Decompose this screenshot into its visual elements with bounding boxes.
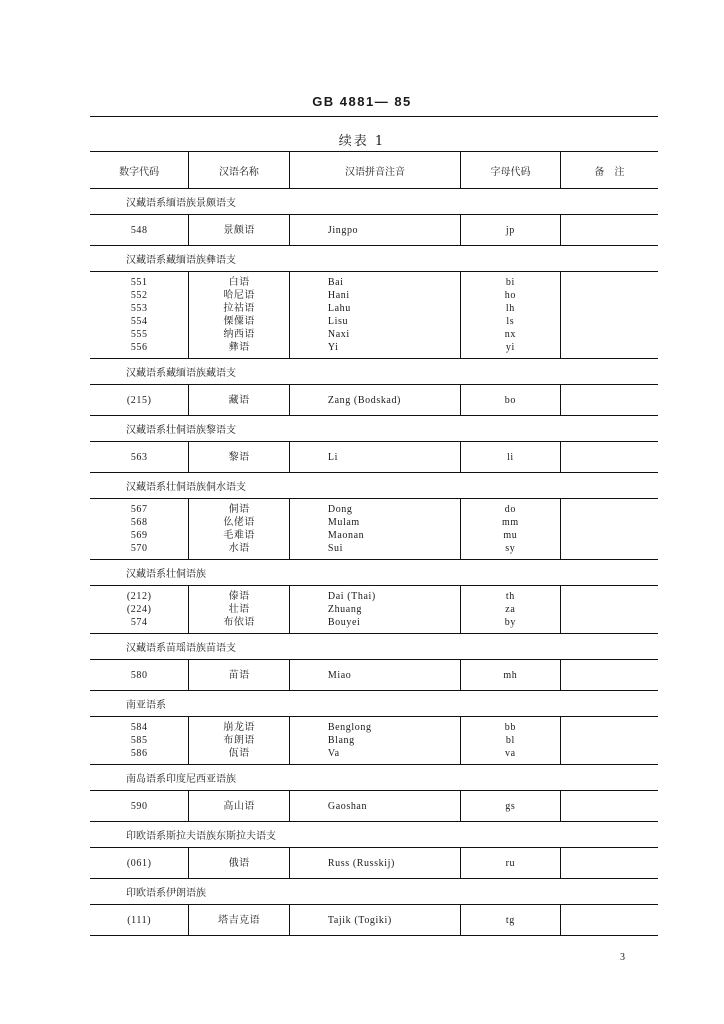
pinyin-name-cell xyxy=(289,848,460,878)
table-header-row xyxy=(90,151,658,189)
chinese-name: 苗语 xyxy=(228,669,250,681)
pinyin-name: Tajik (Togiki) xyxy=(327,914,392,926)
chinese-name: 侗语 xyxy=(228,504,250,515)
language-group-rows xyxy=(90,848,658,879)
language-code-table xyxy=(90,151,658,936)
numeric-code: 551 xyxy=(130,277,148,288)
alpha-code: ho xyxy=(504,290,516,301)
numeric-code-cell xyxy=(90,905,188,935)
numeric-code-cell xyxy=(90,385,188,415)
language-group-label: 汉藏语系缅语族景颇语支 xyxy=(90,189,658,215)
chinese-name: 傣语 xyxy=(228,591,250,602)
numeric-code-cell xyxy=(90,586,188,633)
chinese-name: 布朗语 xyxy=(223,735,255,746)
language-group-rows xyxy=(90,442,658,473)
alpha-code: sy xyxy=(505,543,516,554)
chinese-name-cell xyxy=(188,791,288,821)
pinyin-name-cell xyxy=(289,442,460,472)
remarks-cell xyxy=(560,905,658,935)
language-group-label: 印欧语系斯拉夫语族东斯拉夫语支 xyxy=(90,822,658,848)
numeric-code: 569 xyxy=(130,530,148,541)
numeric-code: (224) xyxy=(126,604,152,615)
numeric-code-cell xyxy=(90,848,188,878)
alpha-code: mm xyxy=(501,517,519,528)
chinese-name: 仫佬语 xyxy=(223,517,255,528)
alpha-code: bi xyxy=(505,277,515,288)
chinese-name: 水语 xyxy=(228,543,250,554)
chinese-name: 景颇语 xyxy=(223,224,255,236)
page-number: 3 xyxy=(620,952,625,963)
numeric-code-cell xyxy=(90,442,188,472)
language-group-rows xyxy=(90,215,658,246)
alpha-code: mu xyxy=(503,530,518,541)
language-group-rows xyxy=(90,272,658,359)
alpha-code: do xyxy=(504,504,516,515)
chinese-name-cell xyxy=(188,385,288,415)
remarks-cell xyxy=(560,499,658,559)
chinese-name-cell xyxy=(188,499,288,559)
alpha-code: bb xyxy=(504,722,516,733)
numeric-code-cell xyxy=(90,717,188,764)
chinese-name: 俄语 xyxy=(228,857,250,869)
numeric-code: 548 xyxy=(130,224,148,236)
pinyin-name: Zhuang xyxy=(327,604,363,615)
language-group-rows xyxy=(90,717,658,765)
pinyin-name: Lahu xyxy=(327,303,351,314)
chinese-name: 壮语 xyxy=(228,604,250,615)
pinyin-name: Sui xyxy=(327,543,344,554)
language-group-label: 南岛语系印度尼西亚语族 xyxy=(90,765,658,791)
chinese-name-cell xyxy=(188,442,288,472)
alpha-code: za xyxy=(505,604,516,615)
numeric-code: 568 xyxy=(130,517,148,528)
alpha-code: lh xyxy=(505,303,515,314)
language-group-label: 汉藏语系藏缅语族藏语支 xyxy=(90,359,658,385)
pinyin-name-cell xyxy=(289,791,460,821)
remarks-cell xyxy=(560,442,658,472)
pinyin-name: Yi xyxy=(327,342,339,353)
alpha-code: bo xyxy=(504,394,516,406)
alpha-code-cell xyxy=(460,848,559,878)
pinyin-name: Dong xyxy=(327,504,353,515)
chinese-name: 毛难语 xyxy=(223,530,255,541)
numeric-code: 590 xyxy=(130,800,148,812)
remarks-cell xyxy=(560,385,658,415)
alpha-code: yi xyxy=(505,342,515,353)
numeric-code-cell xyxy=(90,215,188,245)
language-group-label: 汉藏语系壮侗语族侗水语支 xyxy=(90,473,658,499)
remarks-cell xyxy=(560,791,658,821)
remarks-cell xyxy=(560,272,658,358)
header-rule xyxy=(90,116,658,117)
pinyin-name: Zang (Bodskad) xyxy=(327,394,401,406)
chinese-name-cell xyxy=(188,905,288,935)
numeric-code: (212) xyxy=(126,591,152,602)
numeric-code: 574 xyxy=(130,617,148,628)
numeric-code: 570 xyxy=(130,543,148,554)
chinese-name-cell xyxy=(188,272,288,358)
numeric-code: 580 xyxy=(130,669,148,681)
language-group-rows xyxy=(90,905,658,936)
pinyin-name: Maonan xyxy=(327,530,365,541)
pinyin-name-cell xyxy=(289,660,460,690)
numeric-code: 553 xyxy=(130,303,148,314)
pinyin-name: Jingpo xyxy=(327,224,359,236)
alpha-code-cell xyxy=(460,499,559,559)
chinese-name-cell xyxy=(188,848,288,878)
language-group-label: 汉藏语系苗瑶语族苗语支 xyxy=(90,634,658,660)
numeric-code: 585 xyxy=(130,735,148,746)
alpha-code-cell xyxy=(460,385,559,415)
alpha-code: mh xyxy=(503,669,518,681)
pinyin-name: Li xyxy=(327,451,338,463)
alpha-code: jp xyxy=(505,224,515,236)
chinese-name-cell xyxy=(188,660,288,690)
chinese-name: 拉祜语 xyxy=(223,303,255,314)
remarks-cell xyxy=(560,848,658,878)
table-title: 续表 1 xyxy=(338,134,386,149)
numeric-code: 563 xyxy=(130,451,148,463)
pinyin-name-cell xyxy=(289,586,460,633)
chinese-name: 布依语 xyxy=(223,617,255,628)
chinese-name: 彝语 xyxy=(228,342,250,353)
table-body xyxy=(90,189,658,936)
alpha-code: by xyxy=(504,617,516,628)
numeric-code: 554 xyxy=(130,316,148,327)
language-group-label: 南亚语系 xyxy=(90,691,658,717)
pinyin-name-cell xyxy=(289,385,460,415)
language-group-rows xyxy=(90,385,658,416)
column-header-chinese-name: 汉语名称 xyxy=(188,152,288,188)
alpha-code: bl xyxy=(505,735,515,746)
pinyin-name: Russ (Russkij) xyxy=(327,857,395,869)
alpha-code: va xyxy=(505,748,516,759)
pinyin-name-cell xyxy=(289,717,460,764)
alpha-code: li xyxy=(506,451,514,463)
alpha-code: nx xyxy=(504,329,516,340)
pinyin-name: Lisu xyxy=(327,316,349,327)
column-header-remarks: 备 注 xyxy=(560,152,658,188)
alpha-code-cell xyxy=(460,717,559,764)
pinyin-name: Va xyxy=(327,748,340,759)
alpha-code: ls xyxy=(506,316,515,327)
chinese-name: 佤语 xyxy=(228,748,250,759)
numeric-code: (061) xyxy=(126,857,152,869)
pinyin-name-cell xyxy=(289,905,460,935)
numeric-code: 556 xyxy=(130,342,148,353)
language-group-rows xyxy=(90,499,658,560)
alpha-code: ru xyxy=(505,857,516,869)
pinyin-name: Hani xyxy=(327,290,350,301)
remarks-cell xyxy=(560,717,658,764)
language-group-label: 汉藏语系壮侗语族黎语支 xyxy=(90,416,658,442)
numeric-code-cell xyxy=(90,272,188,358)
numeric-code-cell xyxy=(90,660,188,690)
pinyin-name-cell xyxy=(289,272,460,358)
language-group-label: 汉藏语系壮侗语族 xyxy=(90,560,658,586)
remarks-cell xyxy=(560,660,658,690)
alpha-code-cell xyxy=(460,660,559,690)
pinyin-name: Naxi xyxy=(327,329,350,340)
numeric-code: 567 xyxy=(130,504,148,515)
chinese-name: 黎语 xyxy=(228,451,250,463)
column-header-pinyin: 汉语拼音注音 xyxy=(289,152,461,188)
pinyin-name: Blang xyxy=(327,735,355,746)
pinyin-name: Benglong xyxy=(327,722,372,733)
language-group-label: 印欧语系伊朗语族 xyxy=(90,879,658,905)
pinyin-name: Miao xyxy=(327,669,352,681)
chinese-name: 傈僳语 xyxy=(223,316,255,327)
numeric-code: 552 xyxy=(130,290,148,301)
numeric-code: (215) xyxy=(126,394,152,406)
column-header-alpha-code: 字母代码 xyxy=(460,152,559,188)
chinese-name: 纳西语 xyxy=(223,329,255,340)
remarks-cell xyxy=(560,586,658,633)
numeric-code-cell xyxy=(90,499,188,559)
chinese-name: 塔吉克语 xyxy=(218,914,261,926)
pinyin-name: Bouyei xyxy=(327,617,361,628)
pinyin-name: Bai xyxy=(327,277,344,288)
language-group-label: 汉藏语系藏缅语族彝语支 xyxy=(90,246,658,272)
alpha-code-cell xyxy=(460,272,559,358)
alpha-code: th xyxy=(505,591,515,602)
pinyin-name: Mulam xyxy=(327,517,360,528)
remarks-cell xyxy=(560,215,658,245)
chinese-name-cell xyxy=(188,586,288,633)
alpha-code-cell xyxy=(460,905,559,935)
language-group-rows xyxy=(90,791,658,822)
alpha-code: gs xyxy=(505,800,516,812)
alpha-code-cell xyxy=(460,586,559,633)
alpha-code-cell xyxy=(460,442,559,472)
chinese-name: 藏语 xyxy=(228,394,250,406)
chinese-name: 高山语 xyxy=(223,800,255,812)
chinese-name-cell xyxy=(188,717,288,764)
alpha-code: tg xyxy=(505,914,515,926)
numeric-code-cell xyxy=(90,791,188,821)
language-group-rows xyxy=(90,586,658,634)
numeric-code: 584 xyxy=(130,722,148,733)
column-header-numeric-code: 数字代码 xyxy=(119,166,160,178)
chinese-name: 崩龙语 xyxy=(223,722,255,733)
standard-code: GB 4881— 85 xyxy=(312,94,412,109)
numeric-code: 586 xyxy=(130,748,148,759)
language-group-rows xyxy=(90,660,658,691)
chinese-name: 白语 xyxy=(228,277,250,288)
chinese-name: 哈尼语 xyxy=(223,290,255,301)
numeric-code: 555 xyxy=(130,329,148,340)
chinese-name-cell xyxy=(188,215,288,245)
numeric-code: (111) xyxy=(127,914,152,926)
pinyin-name: Dai (Thai) xyxy=(327,591,376,602)
alpha-code-cell xyxy=(460,215,559,245)
pinyin-name-cell xyxy=(289,499,460,559)
pinyin-name-cell xyxy=(289,215,460,245)
alpha-code-cell xyxy=(460,791,559,821)
pinyin-name: Gaoshan xyxy=(327,800,368,812)
